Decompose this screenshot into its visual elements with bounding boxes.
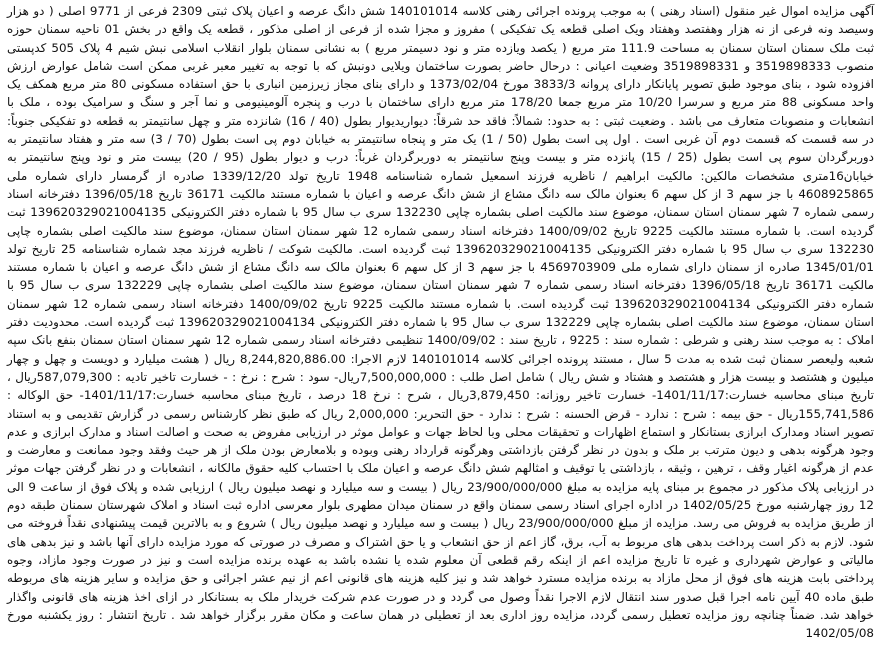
notice-body-text: آگهی مزایده اموال غیر منقول (اسناد رهنی ) به موجب پرونده اجرائی رهنی کلاسه 140101014 شش دانگ عرصه و اعیان پلاک ثبتی 2309 فرعی از 9771 اصلی ( دو هزار وسیصد ونه فرعی از نه هزار وهفتصد وهفتاد ویک اصلی قطعه یک تفکیکی ) مفروز و مجزا شده از فرعی از اصلی مذکور ، قطعه یک واقع در بخش 01 ناحیه سمنان حوزه ثبت ملک سمنان استان سمنان به مساحت 111.9 متر مربع ( یکصد ویازده متر و نود دسیمتر مربع ) به نشانی سمنان بلوار انقلاب اسلامی نبش شیم 4 پلاک 505 کدپستی منصوب 3519898333 و 3519898331 وضعیت اعیانی : درحال حاضر بصورت ساختمان ویلایی دونبش که با توجه به تغییر معبر غربی ممکن است شامل عوارض ارزش افزوده شود ، بنای موجود طبق تصویر پایانکار دارای پروانه 3833/3 مورخ 1373/02/04 و دارای بنای مجاز زیرزمین انباری با حق استفاده مسکونی 80 متر مربع همکف یک واحد مسکونی 88 متر مربع و سرسرا 10/20 متر مربع جمعا 178/20 متر مربع دارای ساختمان با درب و پنجره آلومینیومی و نما آجر و سنگ و سرامیک بوده ، ملک با انشعابات و منصوبات متعارف می باشد . وضعیت ثبتی : به حدود: شمالاً: فاقد حد شرقاً: دیواریدیوار بطول (40 / 16) شانزده متر و چهل سانتیمتر به قطعه دو تفکیکی جنوباً: در سه قسمت که قسمت دوم آن غربی است . اول پی است بطول (50 / 1) یک متر و پنجاه سانتیمتر به خیابان دوم پی است بطول (70 / 3) سه متر و هفتاد سانتیمتر به دوربرگردان سوم پی است بطول (25 / 15) پانزده متر و بیست وپنج سانتیمتر به دوربرگردان غرباً: درب و دیوار بطول (95 / 20) بیست متر و نود وپنج سانتیمتر به خیابان16متری مشخصات مالکین: مالکیت ابراهیم / ناظریه فرزند اسمعیل شماره شناسنامه 1948 تاریخ تولد 1339/12/20 صادره از گرمسار دارای شماره ملی 4608925865 با جز سهم 3 از کل سهم 6 بعنوان مالک سه دانگ مشاع از شش دانگ عرصه و اعیان با شماره مستند مالکیت 36171 تاریخ 1396/05/18 دفترخانه اسناد رسمی شماره 7 شهر سمنان استان سمنان، موضوع سند مالکیت اصلی بشماره چاپی 132230 سری ب سال 95 با شماره دفتر الکترونیکی 139620329021004135 ثبت گردیده است. با شماره مستند مالکیت 9225 تاریخ 1400/09/02 دفترخانه اسناد رسمی شماره 12 شهر سمنان استان سمنان، موضوع سند مالکیت اصلی بشماره چاپی 132230 سری ب سال 95 با شماره دفتر الکترونیکی 139620329021004135 ثبت گردیده است. مالکیت شوکت / ناظریه فرزند مجد شماره شناسنامه 25 تاریخ تولد 1345/01/01 صادره از سمنان دارای شماره ملی 4569703909 با جز سهم 3 از کل سهم 6 بعنوان مالک سه دانگ مشاع از شش دانگ عرصه و اعیان با شماره مستند مالکیت 36171 تاریخ 1396/05/18 دفترخانه اسناد رسمی شماره 7 شهر سمنان استان سمنان، موضوع سند مالکیت اصلی بشماره چاپی 132229 سری ب سال 95 با شماره دفتر الکترونیکی 139620329021004134 ثبت گردیده است. با شماره مستند مالکیت 9225 تاریخ 1400/09/02 دفترخانه اسناد رسمی شماره 12 شهر سمنان استان سمنان، موضوع سند مالکیت اصلی بشماره چاپی 132229 سری ب سال 95 با شماره دفتر الکترونیکی 139620329021004134 ثبت گردیده است. محدودیت دفتر املاک : به موجب سند رهنی و شرطی : شماره سند : 9225 ، تاریخ سند : 1400/09/02 تنظیمی دفترخانه اسناد رسمی شماره 12 شهر سمنان استان سمنان بنفع بانک سپه شعبه ولیعصر سمنان ثبت شده به مدت 5 سال ، مستند پرونده اجرائی کلاسه 140101014 لازم الاجرا: 8,244,820,886.00 ریال ( هشت میلیارد و دویست و چهل و چهار میلیون و هشتصد و بیست هزار و هشتصد و هشتاد و شش ریال ) شامل اصل طلب : 7,500,000,000ریال- سود : شرح : نرخ : - خسارت تاخیر تادیه : 587,079,300ریال ، تاریخ مبنای محاسبه خسارت:1401/11/17- خسارت تاخیر روزانه: 3,879,450ریال ، شرح : نرخ 18 درصد ، تاریخ مبنای محاسبه خسارت:1401/11/17- حق الوکاله : 155,741,586ریال - حق بیمه : شرح : ندارد - قرض الحسنه : شرح : ندارد - حق التحریر: 2,000,000 ریال که طبق نظر کارشناس رسمی در گزارش تقدیمی و به استناد تصویر اسناد ومدارک ابرازی بستانکار و استماع اظهارات و تحقیقات محلی وبا لحاظ جهات و عوامل موثر در ارزیابی مفروض به صحت و اصالت اسناد و مدارک ابرازی و عدم وجود هرگونه بدهی و دیون مترتب بر ملک و بدون در نظر گرفتن بازداشتی وهرگونه قرارداد رهنی وبوده و بلامعارض بودن ملک از هر حیث وفقد وجود ممانعت و معارضت و عدم از هرگونه اغیار وقف ، ترهین ، وثیقه ، بازداشتی یا توقیف و امثالهم شش دانگ عرصه و اعیان ملک با احتساب کلیه حقوق مالکانه ، انشعابات و در نظر گرفتن جهات موثر در ارزیابی پلاک مذکور در مجموع بر مبنای پایه مزایده به مبلغ 23/900/000/000 ریال ( بیست و سه میلیارد و نهصد میلیون ریال ) ارزیابی شده و پلاک فوق از ساعت 9 الی 12 روز چهارشنبه مورخ 1402/05/25 در اداره اجرای اسناد رسمی سمنان واقع در سمنان میدان مطهری بلوار معرسی اداره ثبت اسناد و املاک شهرستان سمنان طبقه دوم از طریق مزایده به فروش می رسد. مزایده از مبلغ 23/900/000/000 ریال ( بیست و سه میلیارد و نهصد میلیون ریال ) شروع و به بالاترین قیمت پیشنهادی نقداً فروخته می شود. لازم به ذکر است پرداخت بدهی های مربوط به آب، برق، گاز اعم از حق انشعاب و یا حق اشتراک و مصرف در صورتی که مورد مزایده دارای آنها باشد و نیز بدهی های مالیاتی و عوارض شهرداری و غیره تا تاریخ مزایده اعم از اینکه رقم قطعی آن معلوم شده یا نشده باشد به عهده برنده مزایده است و نیز در صورت وجود مازاد، وجوه پرداختی بابت هزینه های فوق از محل مازاد به برنده مزایده مسترد خواهد شد و نیز کلیه هزینه های قانونی اعم از نیم عشر اجرائی و حق مزایده و سایر هزینه های مربوطه طبق ماده 40 آیین نامه اجرا قبل صدور سند انتقال لازم الاجرا نقداً وصول می گردد و در صورت عدم شرکت خریدار ملک به بستانکار در ازای اخذ هزینه های قانونی واگذار خواهد شد. ضمناً چنانچه روز مزایده تعطیل رسمی گردد، مزایده روز اداری بعد از تعطیلی در همان ساعت و مکان مقرر برگزار خواهد شد . تاریخ انتشار : روز یکشنبه مورخ 1402/05/08: [7, 4, 875, 641]
